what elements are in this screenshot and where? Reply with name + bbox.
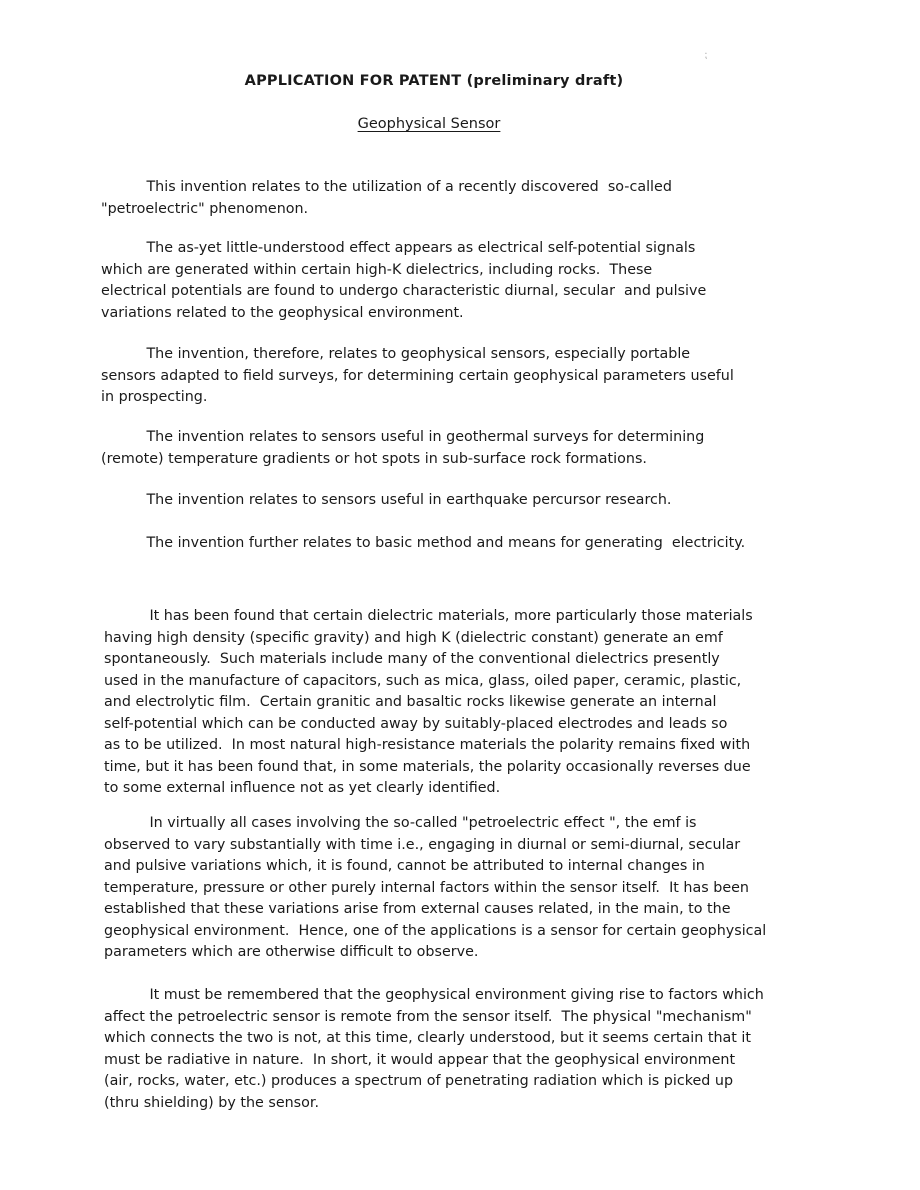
paragraph-geophysical-environment: It must be remembered that the geophysical environment giving rise to factors which affect the petroelectric sensor is remote from the sensor itself. The physical "mechanism" which connects the two is not, at this time, clearly understood, but it seems certain that it must be radiative in nature. In short, it would appear that the geophysical environment (air, rocks, water, etc.) produces a spectrum of penetrating radiation which is picked up (thru shielding) by the sensor. — [104, 987, 764, 1111]
paragraph-electricity: The invention further relates to basic method and means for generating electricity. — [101, 535, 746, 551]
document-subtitle: Geophysical Sensor — [357, 116, 501, 132]
paragraph-earthquake: The invention relates to sensors useful in earthquake percursor research. — [101, 492, 672, 508]
document-title: APPLICATION FOR PATENT (preliminary draft) — [244, 73, 624, 89]
paragraph-geothermal: The invention relates to sensors useful in geothermal surveys for determining (remote) temperature gradients or hot spots in sub-surface rock formations. — [101, 429, 705, 467]
paragraph-dielectric-materials: It has been found that certain dielectric materials, more particularly those materials having high density (specific gravity) and high K (dielectric constant) generate an emf spontaneously. Such materials include many of the conventional dielectrics presently used in the manufacture of capacitors, such as mica, glass, oiled paper, ceramic, plastic, and electrolytic film. Certain granitic and basaltic rocks likewise generate an internal self-potential which can be conducted away by suitably-placed electrodes and leads so as to be utilized. In most natural high-resistance materials the polarity remains fixed with time, but it has been found that, in some materials, the polarity occasionally reverses due to some external influence not as yet clearly identified. — [104, 608, 753, 796]
paragraph-petroelectric-effect: In virtually all cases involving the so-called "petroelectric effect ", the emf is observed to vary substantially with time i.e., engaging in diurnal or semi-diurnal, secular and pulsive variations which, it is found, cannot be attributed to internal changes in temperature, pressure or other purely internal factors within the sensor itself. It has been established that these variations arise from external causes related, in the main, to the geophysical environment. Hence, one of the applications is a sensor for certain geophysical parameters which are otherwise difficult to observe. — [104, 815, 767, 960]
margin-mark: ⁏ — [704, 50, 708, 61]
paragraph-sensors: The invention, therefore, relates to geophysical sensors, especially portable sensors adapted to field surveys, for determining certain geophysical parameters useful in prospecting. — [101, 346, 734, 405]
paragraph-intro: This invention relates to the utilization of a recently discovered so-called "petroelectric" phenomenon. — [101, 179, 672, 217]
paragraph-effect: The as-yet little-understood effect appears as electrical self-potential signals which are generated within certain high-K dielectrics, including rocks. These electrical potentials are found to undergo characteristic diurnal, secular and pulsive variations related to the geophysical environment. — [101, 240, 707, 321]
